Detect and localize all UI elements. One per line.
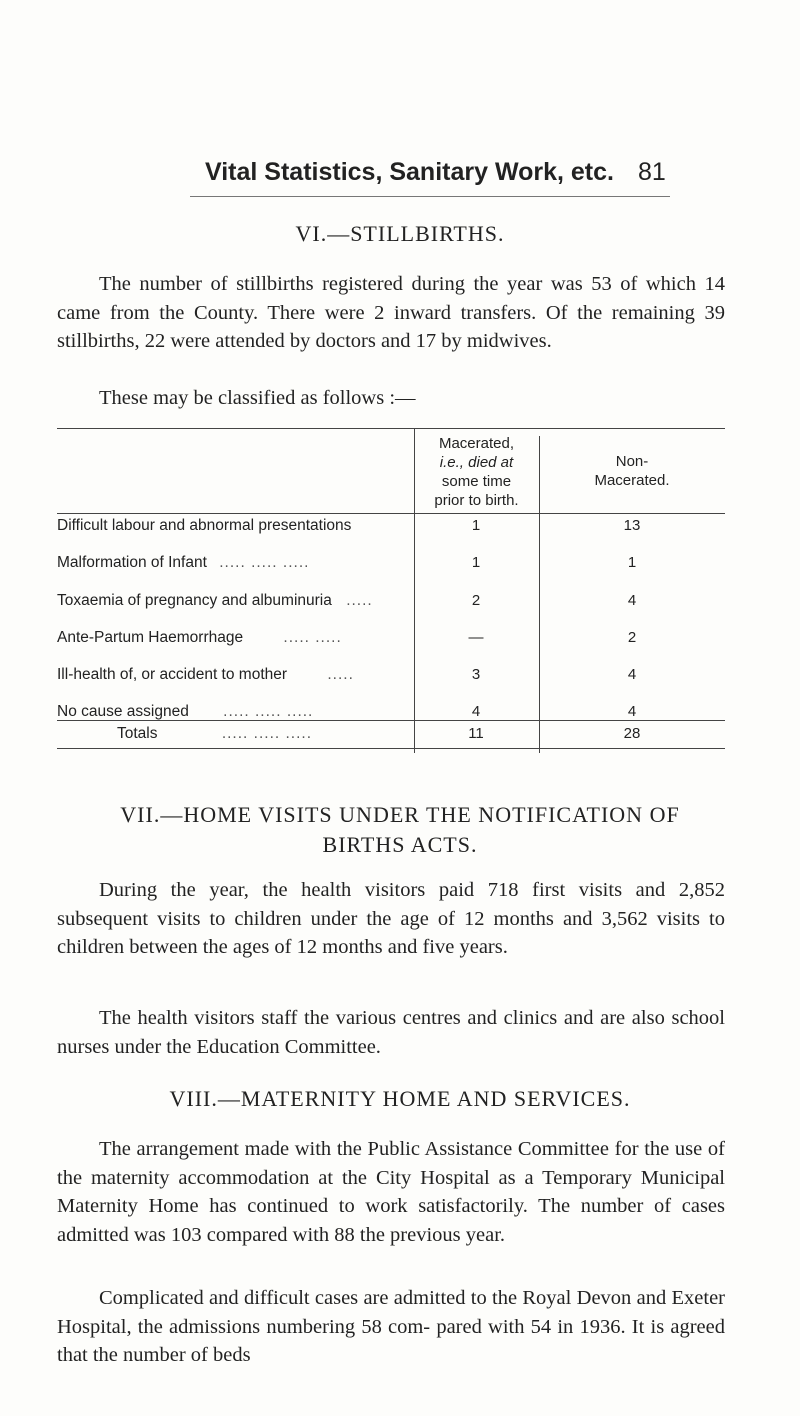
health-visitors-paragraph: The health visitors staff the various centres and clinics and are also school nurses under the Education Committee. <box>57 1007 725 1058</box>
running-head <box>0 156 800 196</box>
header-bottom-rule <box>57 513 725 514</box>
row-label-with-leader <box>57 629 342 647</box>
row-value-non-macerated: 2 <box>627 629 637 646</box>
row-label-with-leader <box>57 703 313 721</box>
row-label-with-leader <box>57 554 309 572</box>
page-number: 81 <box>638 158 666 186</box>
row-value-macerated: 1 <box>471 517 481 534</box>
classification-intro: These may be classified as follows :— <box>99 387 416 409</box>
section-heading-maternity: VIII.—MATERNITY HOME AND SERVICES. <box>169 1086 631 1111</box>
leader-dots: ..... <box>327 666 354 683</box>
totals-value-non-macerated: 28 <box>623 725 641 742</box>
row-label: Difficult labour and abnormal presentations <box>57 517 352 534</box>
row-value-non-macerated: 13 <box>623 517 641 534</box>
running-title: Vital Statistics, Sanitary Work, etc. <box>205 158 614 186</box>
complicated-cases-paragraph: Complicated and difficult cases are admitted to the Royal Devon and Exeter Hospital, the admissions numbering 58 com- pared with 54 in 1936. It is agreed that the number of beds <box>57 1287 725 1366</box>
row-label: Ill-health of, or accident to mother <box>57 666 288 683</box>
section-heading-home-visits <box>40 800 760 860</box>
row-label: Toxaemia of pregnancy and albuminuria <box>57 592 332 609</box>
row-value-macerated: 1 <box>471 554 481 571</box>
row-label: Ante-Partum Haemorrhage <box>57 629 244 646</box>
leader-dots: ..... ..... <box>283 629 342 646</box>
table-bottom-rule <box>57 748 725 749</box>
row-label-with-leader <box>57 666 354 684</box>
row-value-non-macerated: 4 <box>627 592 637 609</box>
leader-dots: ..... ..... ..... <box>219 554 310 571</box>
row-value-macerated: 2 <box>471 592 481 609</box>
row-label-with-leader <box>57 592 373 610</box>
header-macerated <box>414 434 539 510</box>
maternity-home-paragraph: The arrangement made with the Public Assistance Committee for the use of the maternity accommodation at the City Hospital as a Temporary Municipal Maternity Home has continued to work satisfactorily. The number of cases admitted was 103 compared with 88 the previous year. <box>57 1138 725 1246</box>
stillbirths-table <box>57 428 725 753</box>
header-macerated-line1: Macerated, <box>438 435 515 452</box>
heading-line: VII.—HOME VISITS UNDER THE NOTIFICATION OF <box>120 802 680 827</box>
leader-dots: ..... ..... ..... <box>221 725 313 742</box>
row-value-macerated: 4 <box>471 703 481 720</box>
table-top-rule <box>57 428 725 429</box>
leader-dots: ..... <box>346 592 373 609</box>
header-non-macerated <box>539 452 725 490</box>
row-value-non-macerated: 4 <box>627 703 637 720</box>
header-non-macerated-line2: Macerated. <box>594 472 670 489</box>
home-visits-paragraph: During the year, the health visitors paid 718 first visits and 2,852 subsequent visits to children under the age of 12 months and 3,562 visits to children between the ages of 12 months and five years. <box>57 879 725 958</box>
stillbirths-paragraph: The number of stillbirths registered during the year was 53 of which 14 came from the County. There were 2 inward transfers. Of the remaining 39 stillbirths, 22 were attended by doctors and 17 by midwives. <box>57 273 725 352</box>
header-non-macerated-line1: Non- <box>615 453 649 470</box>
totals-label-with-leader <box>117 725 312 743</box>
row-label: Malformation of Infant <box>57 554 207 571</box>
header-macerated-line2: i.e., died at <box>439 454 514 471</box>
totals-top-rule <box>57 720 725 721</box>
header-macerated-line3: some time <box>441 473 512 490</box>
header-macerated-line4: prior to birth. <box>434 492 519 509</box>
totals-value-macerated: 11 <box>468 725 484 742</box>
leader-dots: ..... ..... ..... <box>223 703 314 720</box>
totals-label: Totals <box>117 725 158 742</box>
section-heading-stillbirths: VI.—STILLBIRTHS. <box>295 221 505 246</box>
heading-line: BIRTHS ACTS. <box>322 832 478 857</box>
row-value-macerated: — <box>468 629 484 646</box>
row-label: No cause assigned <box>57 703 189 720</box>
row-value-non-macerated: 4 <box>627 666 637 683</box>
row-value-macerated: 3 <box>471 666 481 683</box>
header-rule <box>190 196 670 197</box>
row-value-non-macerated: 1 <box>627 554 637 571</box>
